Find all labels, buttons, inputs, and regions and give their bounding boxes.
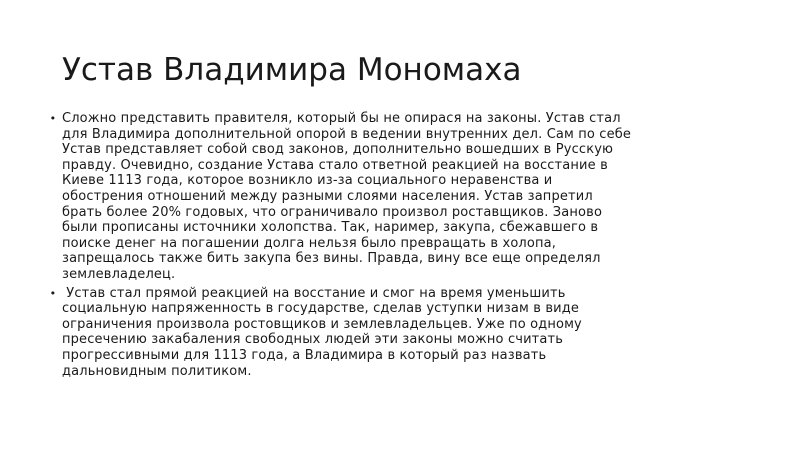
paragraph-line: Киеве 1113 года, которое возникло из-за социального неравенства и (62, 173, 553, 189)
paragraph-line: поиске денег на погашении долга нельзя было превращать в холопа, (62, 235, 557, 251)
paragraph-line: социальную напряженность в государстве, сделав уступки низам в виде (62, 301, 580, 317)
bullet-list (49, 111, 722, 382)
paragraph-line: Сложно представить правителя, который бы не опирася на законы. Устав стал (62, 111, 621, 126)
paragraph-line: были прописаны источники холопства. Так, наример, закупа, сбежавшего в (62, 220, 599, 236)
bullet-item-1 (49, 111, 722, 283)
paragraph-line: обострения отношений между разными слоями населения. Устав запретил (62, 188, 593, 204)
paragraph-line: ограничения произвола ростовщиков и землевладельцев. Уже по одному (62, 316, 582, 332)
paragraph-line: правду. Очевидно, создание Устава стало ответной реакцией на восстание в (62, 157, 608, 173)
paragraph-line: Устав стал прямой реакцией на восстание и смог на время уменьшить (62, 285, 566, 301)
paragraph-line: прогрессивными для 1113 года, а Владимира в который раз назвать (62, 347, 547, 363)
bullet-item-2 (49, 285, 722, 380)
slide-title: Устав Владимира Мономаха (62, 52, 522, 88)
paragraph-line: запрещалось также бить закупа без вины. Правда, вину все еще определял (62, 251, 601, 267)
paragraph-line: пресечению закабаления свободных людей эти законы можно считать (62, 332, 564, 348)
paragraph-line: брать более 20% годовых, что ограничивало произвол роставщиков. Заново (62, 204, 603, 220)
paragraph-line: землевладелец. (62, 266, 176, 282)
paragraph-line: для Владимира дополнительной опорой в ведении внутренних дел. Сам по себе (62, 126, 632, 142)
paragraph-line: дальновидным политиком. (62, 363, 252, 379)
bullet-dot-icon: • (49, 286, 57, 300)
paragraph-line: Устав представляет собой свод законов, дополнительно вошедших в Русскую (62, 142, 614, 158)
bullet-dot-icon: • (49, 112, 57, 125)
